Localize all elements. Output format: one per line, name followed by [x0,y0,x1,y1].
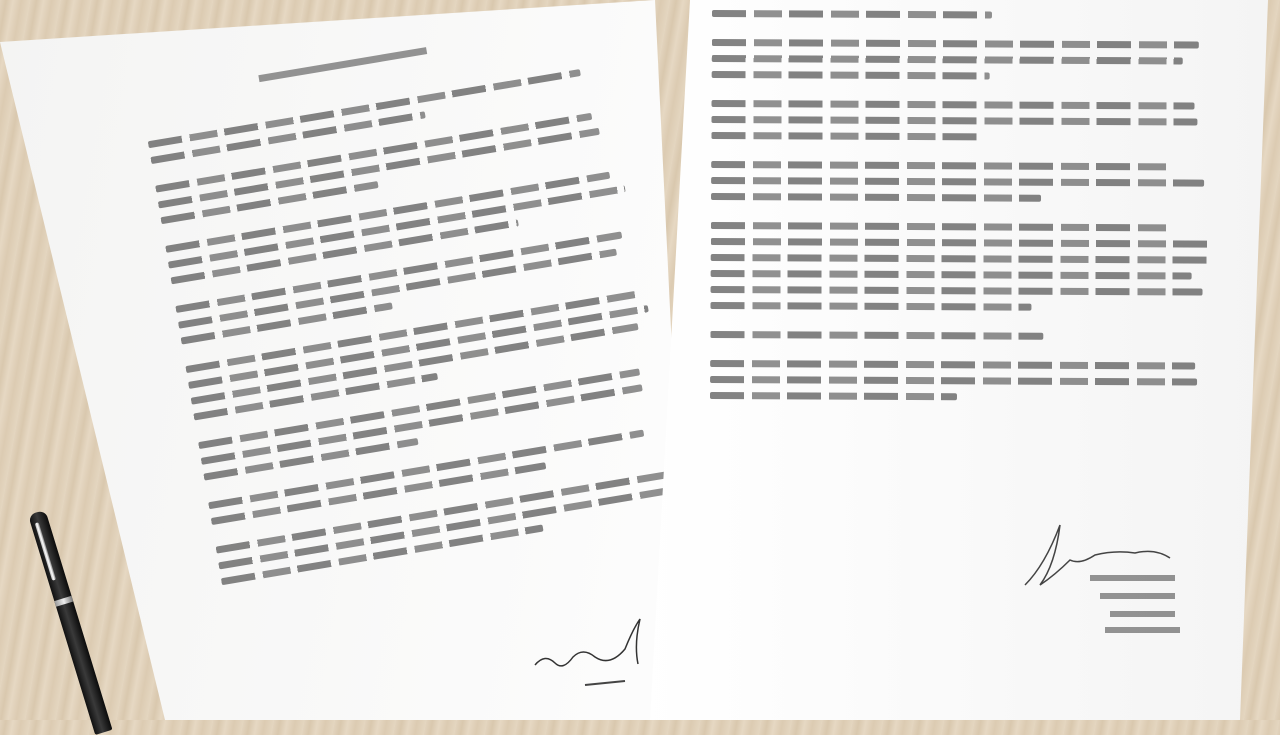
paragraph [710,360,1210,402]
paragraph [710,222,1210,312]
left-letter-text [140,17,689,606]
text-line [712,71,990,79]
pen [28,510,112,735]
paragraph [711,161,1211,203]
paragraph [216,469,686,585]
text-line [711,132,983,140]
text-line [712,10,992,18]
text-line [710,302,1031,311]
text-line [711,286,1203,296]
text-line [710,331,1043,340]
text-line [711,222,1172,231]
text-line [711,254,1210,264]
text-line [711,270,1192,280]
text-line [710,376,1197,386]
text-line [711,238,1210,248]
paragraph [712,10,1212,20]
text-line [712,55,1183,64]
letter-heading [258,47,427,82]
text-line [711,161,1172,170]
text-line [711,116,1197,126]
right-letter-text [710,10,1212,424]
text-line [710,392,957,400]
text-line [711,193,1041,202]
paragraph [711,100,1211,142]
pen-clip [35,522,56,581]
text-line [712,39,1199,49]
text-line [711,177,1204,187]
text-line [711,100,1194,110]
left-signature [530,615,650,695]
text-line [710,360,1195,370]
paragraph [712,39,1212,81]
right-signature [1015,515,1195,635]
pen-band [54,596,73,607]
paragraph [710,331,1210,341]
